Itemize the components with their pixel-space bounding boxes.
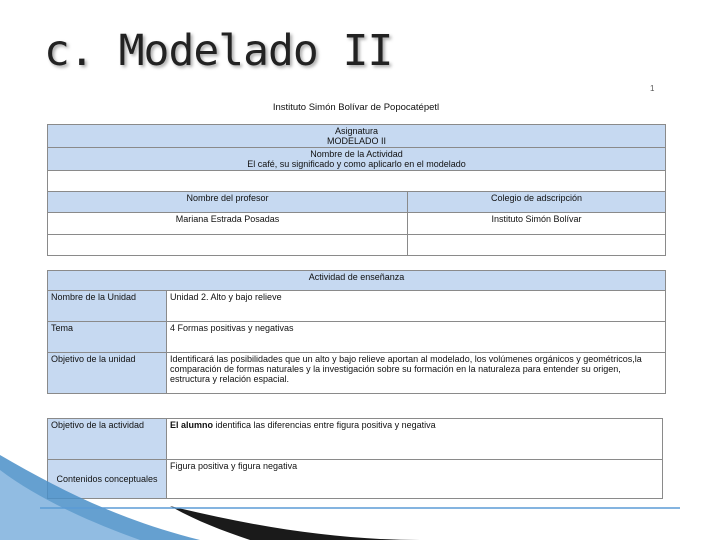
professor-label: Nombre del profesor [48, 192, 408, 213]
swoosh-dark-band [170, 506, 420, 540]
unit-objective-label: Objetivo de la unidad [48, 353, 167, 394]
subject-cell [48, 125, 666, 148]
page-number: 1 [650, 84, 655, 93]
college-label: Colegio de adscripción [408, 192, 666, 213]
activity-name-cell [48, 148, 666, 171]
topic-label: Tema [48, 322, 167, 353]
empty-cell [48, 235, 408, 256]
subject-value: MODELADO II [327, 136, 387, 146]
subject-label: Asignatura [334, 126, 379, 136]
unit-objective-value: Identificará las posibilidades que un alto y bajo relieve aportan al modelado, los volúmenes orgánicos y geométricos,la comparación de formas naturales y la investigación sobre su formación en la naturaleza para entender su origen, estructura y relación espacial. [167, 353, 666, 394]
conceptual-contents-value: Figura positiva y figura negativa [167, 460, 663, 499]
unit-name-value: Unidad 2. Alto y bajo relieve [167, 291, 666, 322]
teaching-activity-table [47, 270, 666, 394]
decorative-swoosh [0, 450, 720, 540]
teaching-activity-header: Actividad de enseñanza [48, 271, 666, 291]
activity-objective-rest: identifica las diferencias entre figura positiva y negativa [213, 420, 436, 430]
subject-table [47, 124, 666, 256]
professor-value: Mariana Estrada Posadas [48, 213, 408, 235]
conceptual-contents-label: Contenidos conceptuales [48, 460, 167, 499]
institute-name: Instituto Simón Bolívar de Popocatépetl [272, 102, 440, 113]
empty-row [48, 171, 666, 192]
unit-name-label: Nombre de la Unidad [48, 291, 167, 322]
slide-title: c. Modelado II [44, 26, 393, 76]
activity-name-value: El café, su significado y como aplicarlo en el modelado [247, 159, 466, 169]
college-value: Instituto Simón Bolívar [408, 213, 666, 235]
activity-name-label: Nombre de la Actividad [310, 149, 403, 159]
empty-cell [408, 235, 666, 256]
topic-value: 4 Formas positivas y negativas [167, 322, 666, 353]
activity-objective-bold: El alumno [170, 420, 214, 430]
activity-objective-label: Objetivo de la actividad [48, 419, 167, 460]
